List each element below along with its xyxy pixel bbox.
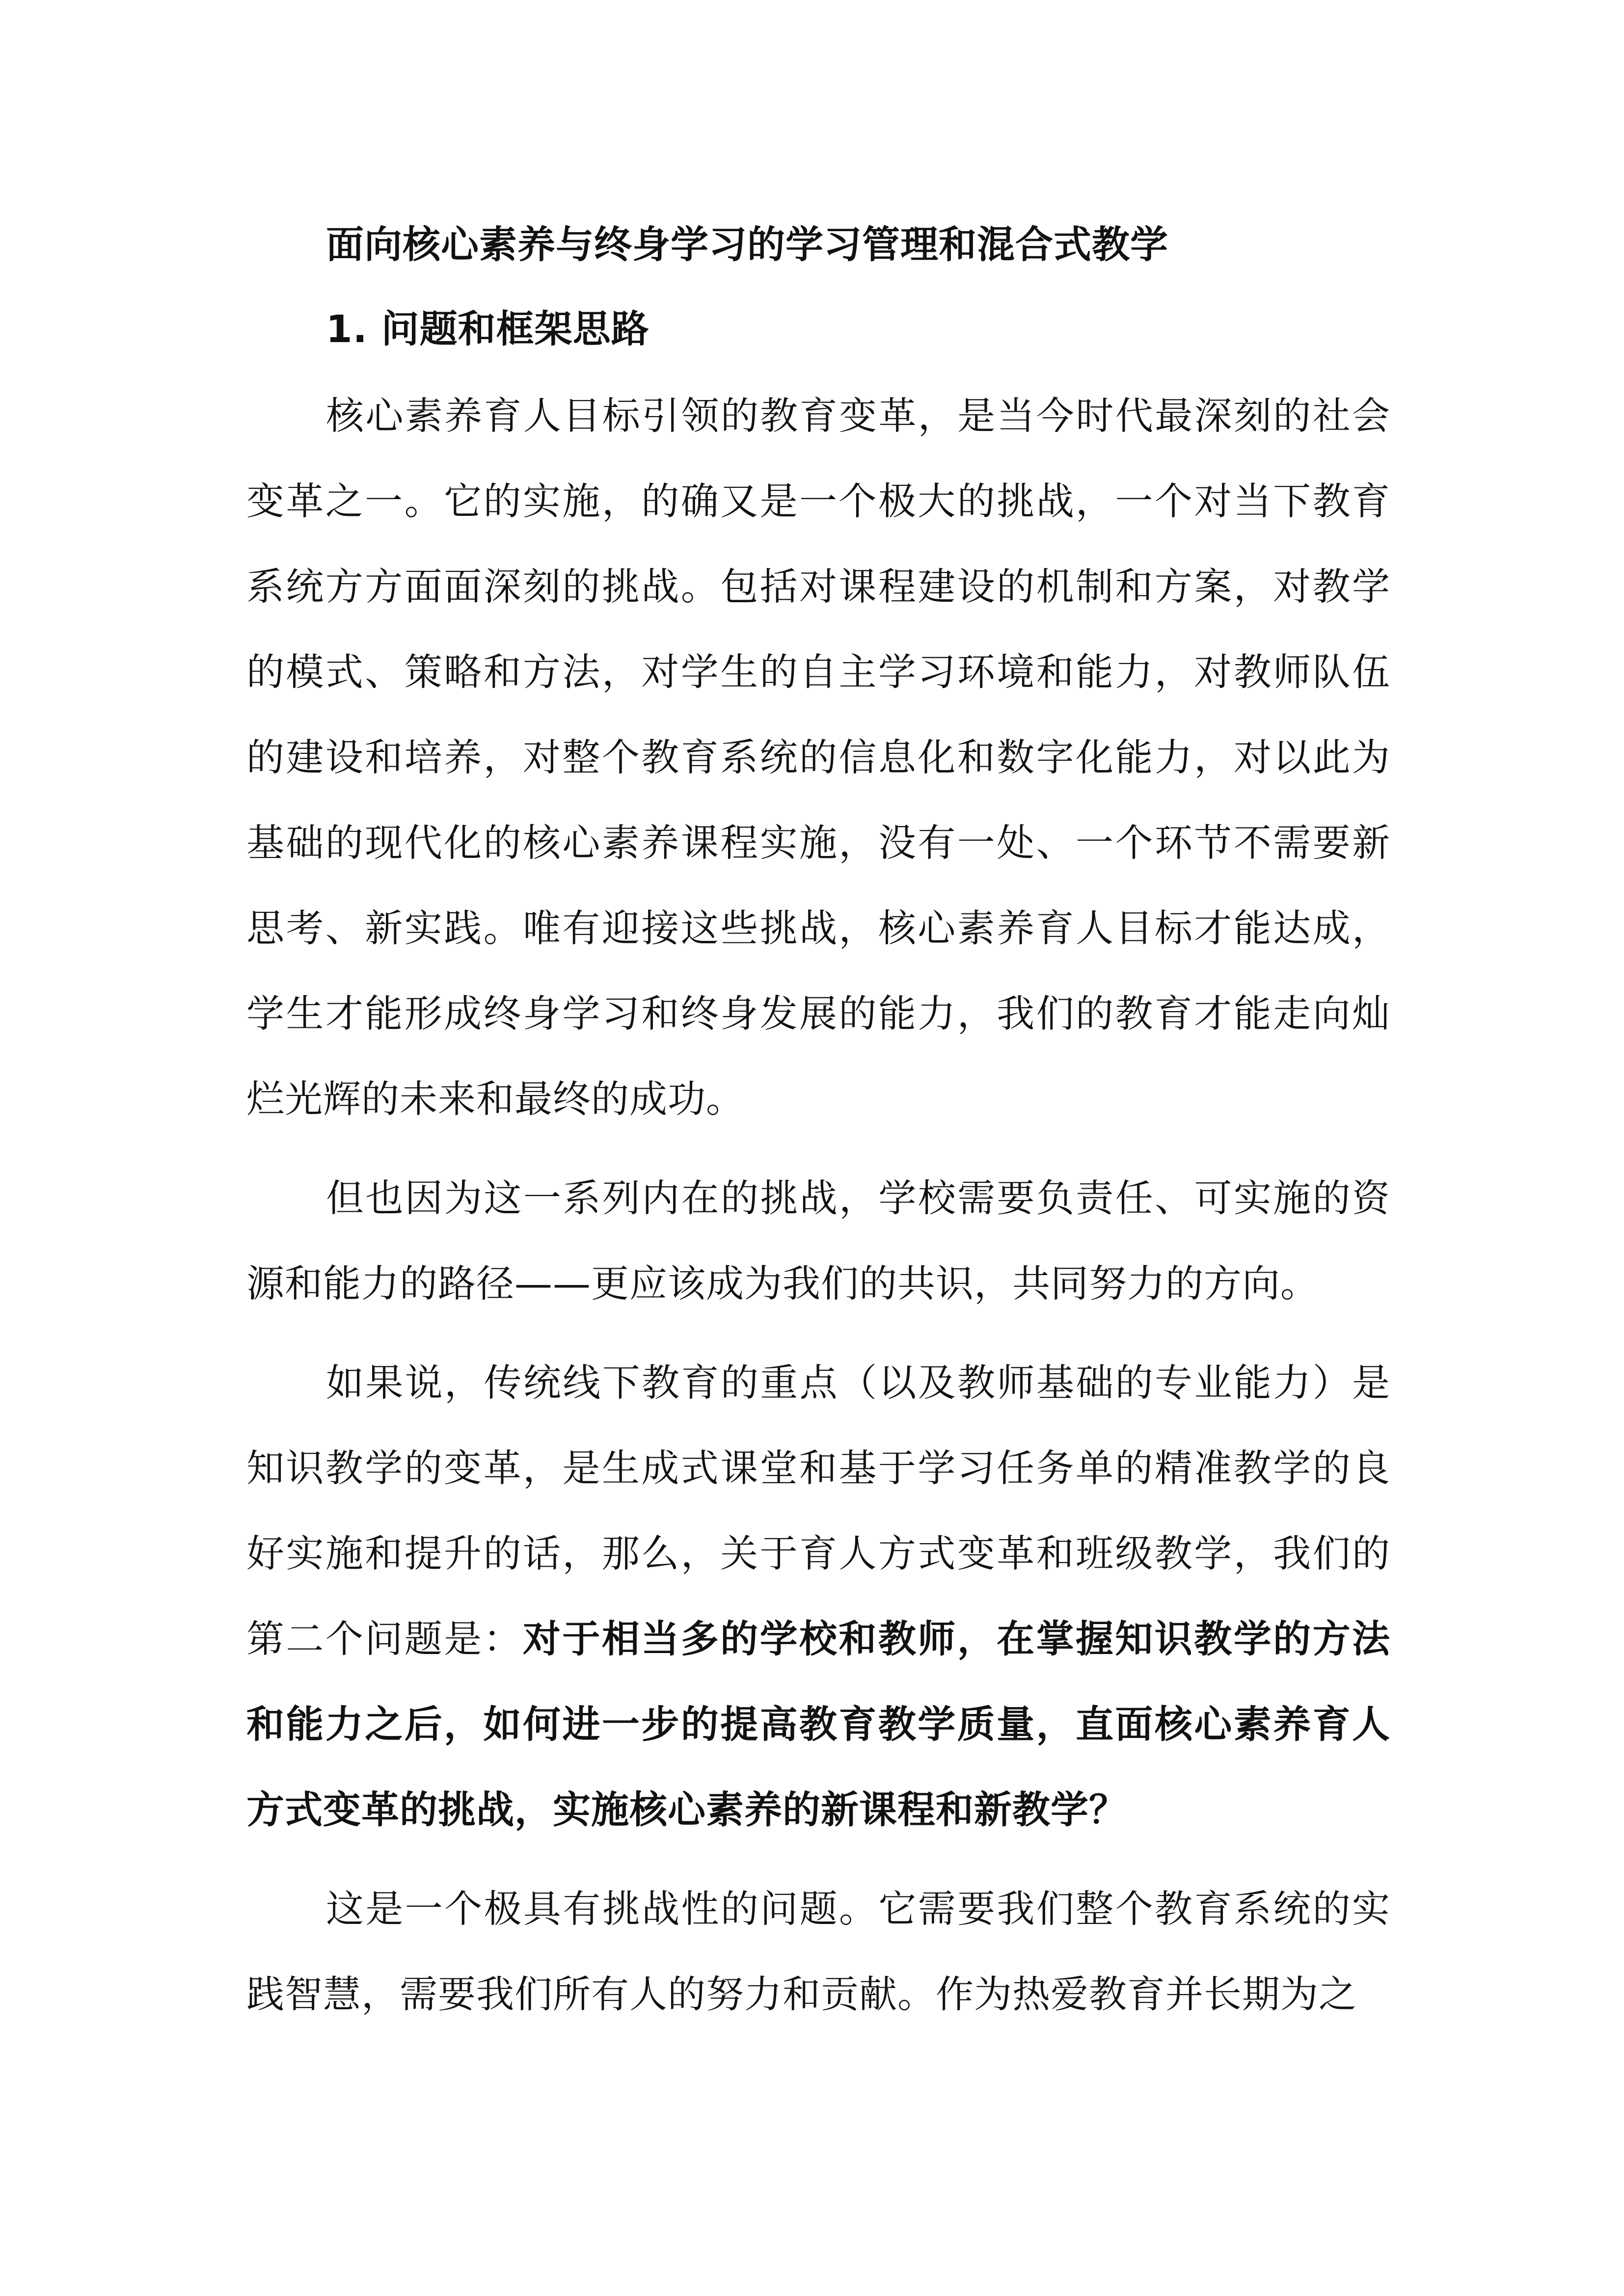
document-body (246, 206, 1390, 2038)
document-title: 面向核心素养与终身学习的学习管理和混合式教学 (326, 223, 1168, 267)
paragraph-4: 这是一个极具有挑战性的问题。它需要我们整个教育系统的实践智慧，需要我们所有人的努力和贡献。作为热爱教育并长期为之 (246, 1888, 1390, 2017)
section-heading: 1. 问题和框架思路 (326, 308, 650, 351)
paragraph-3-emphasis: 对于相当多的学校和教师，在掌握知识教学的方法和能力之后，如何进一步的提高教育教学质量，直面核心素养育人方式变革的挑战，实施核心素养的新课程和新教学？ (246, 1618, 1390, 1832)
paragraph-1: 核心素养育人目标引领的教育变革，是当今时代最深刻的社会变革之一。它的实施，的确又是一个极大的挑战，一个对当下教育系统方方面面深刻的挑战。包括对课程建设的机制和方案，对教学的模式、策略和方法，对学生的自主学习环境和能力，对教师队伍的建设和培养，对整个教育系统的信息化和数字化能力，对以此为基础的现代化的核心素养课程实施，没有一处、一个环节不需要新思考、新实践。唯有迎接这些挑战，核心素养育人目标才能达成，学生才能形成终身学习和终身发展的能力，我们的教育才能走向灿烂光辉的未来和最终的成功。 (246, 395, 1390, 1121)
paragraph-3-lead: 如果说，传统线下教育的重点（以及教师基础的专业能力）是知识教学的变革，是生成式课堂和基于学习任务单的精准教学的良好实施和提升的话，那么，关于育人方式变革和班级教学，我们的第二个问题是： (246, 1362, 1390, 1661)
paragraph-2: 但也因为这一系列内在的挑战，学校需要负责任、可实施的资源和能力的路径——更应该成为我们的共识，共同努力的方向。 (246, 1177, 1390, 1306)
paragraph-3 (246, 1341, 1390, 1853)
